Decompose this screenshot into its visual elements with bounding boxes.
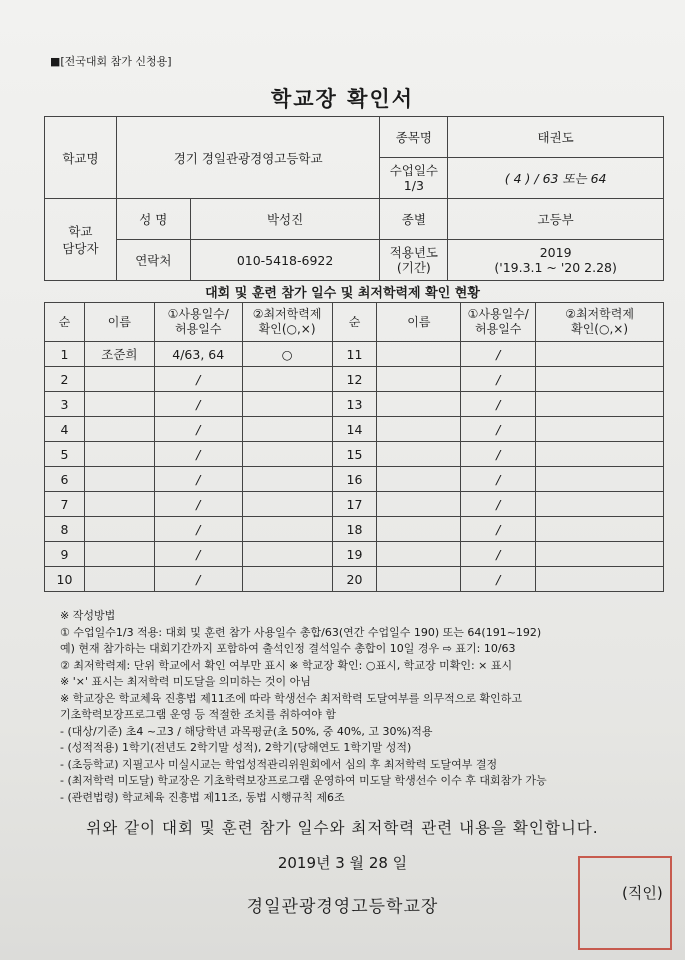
note-line: ※ 작성방법	[60, 609, 116, 622]
row-days: /	[154, 392, 242, 417]
row-name	[377, 542, 461, 567]
year-value: 2019 ('19.3.1 ~ '20 2.28)	[448, 240, 664, 281]
header-days-right: ①사용일수/ 허용일수	[461, 303, 536, 342]
row-days: 4/63, 64	[154, 342, 242, 367]
row-name	[84, 517, 154, 542]
header-check-left: ②최저학력제 확인(○,×)	[242, 303, 332, 342]
row-check	[536, 392, 664, 417]
row-check	[242, 367, 332, 392]
row-check	[242, 517, 332, 542]
row-no: 10	[45, 567, 85, 592]
row-no: 4	[45, 417, 85, 442]
table-row	[45, 367, 664, 392]
row-no: 9	[45, 542, 85, 567]
confirmation-statement: 위와 같이 대회 및 훈련 참가 일수와 최저학력 관련 내용을 확인합니다.	[86, 819, 599, 837]
row-days: /	[461, 417, 536, 442]
row-no: 5	[45, 442, 85, 467]
row-days: /	[154, 367, 242, 392]
row-check	[242, 567, 332, 592]
header-no-left: 순	[45, 303, 85, 342]
row-check	[242, 442, 332, 467]
row-no: 16	[332, 467, 377, 492]
row-no: 19	[332, 542, 377, 567]
status-section-title: 대회 및 훈련 참가 일수 및 최저학력제 확인 현황	[205, 286, 480, 301]
note-line: - (관련법령) 학교체육 진흥법 제11조, 동법 시행규칙 제6조	[60, 790, 345, 804]
table-row	[45, 342, 664, 367]
row-check	[536, 417, 664, 442]
days-value: ( 4 ) / 63 또는 64	[448, 158, 664, 199]
row-no: 18	[332, 517, 377, 542]
name-label: 성 명	[116, 199, 190, 240]
row-no: 11	[332, 342, 377, 367]
row-check	[242, 492, 332, 517]
days-label: 수업일수 1/3	[380, 158, 448, 199]
row-days: /	[461, 367, 536, 392]
row-name	[84, 392, 154, 417]
row-name	[84, 417, 154, 442]
contact-label: 연락처	[116, 240, 190, 281]
row-days: /	[154, 467, 242, 492]
row-name	[84, 442, 154, 467]
table-row	[45, 442, 664, 467]
table-row	[45, 492, 664, 517]
row-check	[536, 467, 664, 492]
row-no: 1	[45, 342, 85, 367]
school-name: 경기 경일관광경영고등학교	[116, 117, 380, 199]
row-no: 8	[45, 517, 85, 542]
note-line: - (대상/기준) 초4 ~고3 / 해당학년 과목평균(초 50%, 중 40%, 고 30%)적용	[60, 724, 433, 738]
row-no: 3	[45, 392, 85, 417]
row-check	[536, 542, 664, 567]
note-line: 기초학력보장프로그램 운영 등 적절한 조치를 취하여야 함	[60, 708, 337, 721]
row-check	[536, 442, 664, 467]
contact-value: 010-5418-6922	[190, 240, 380, 281]
table-row	[45, 417, 664, 442]
row-days: /	[461, 567, 536, 592]
row-days: /	[154, 492, 242, 517]
note-line: 예) 현재 참가하는 대회기간까지 포함하여 출석인정 결석일수 총합이 10일 경우 ⇨ 표기: 10/63	[60, 642, 516, 655]
row-days: /	[461, 392, 536, 417]
row-name	[377, 492, 461, 517]
row-name	[377, 367, 461, 392]
row-name	[377, 517, 461, 542]
school-label: 학교명	[45, 117, 117, 199]
official-seal	[578, 856, 672, 950]
name-value: 박성진	[190, 199, 380, 240]
row-name	[84, 467, 154, 492]
row-name	[377, 392, 461, 417]
seal-label: (직인)	[622, 884, 663, 902]
header-name-left: 이름	[84, 303, 154, 342]
table-row	[45, 567, 664, 592]
note-line: - (최저학력 미도달) 학교장은 기초학력보장프로그램 운영하여 미도달 학생선수 이수 후 대회참가 가능	[60, 774, 547, 787]
row-days: /	[461, 492, 536, 517]
school-info-table	[44, 116, 664, 281]
row-days: /	[461, 517, 536, 542]
row-check	[242, 417, 332, 442]
participation-status-table	[44, 302, 664, 592]
document-title: 학교장 확인서	[270, 87, 415, 111]
row-days: /	[461, 467, 536, 492]
manager-label: 학교 담당자	[45, 199, 117, 281]
event-value: 태권도	[448, 117, 664, 158]
note-line: - (성적적용) 1학기(전년도 2학기말 성적), 2학기(당해연도 1학기말 성적)	[60, 741, 412, 754]
header-check-right: ②최저학력제 확인(○,×)	[536, 303, 664, 342]
row-days: /	[461, 442, 536, 467]
row-check	[536, 367, 664, 392]
category-value: 고등부	[448, 199, 664, 240]
event-label: 종목명	[380, 117, 448, 158]
row-check	[242, 542, 332, 567]
row-check	[536, 492, 664, 517]
row-days: /	[461, 342, 536, 367]
row-no: 14	[332, 417, 377, 442]
note-line: ② 최저학력제: 단위 학교에서 확인 여부만 표시 ※ 학교장 확인: ○표시, 학교장 미확인: × 표시	[60, 658, 513, 672]
row-check	[536, 517, 664, 542]
row-days: /	[461, 542, 536, 567]
row-days: /	[154, 442, 242, 467]
row-no: 7	[45, 492, 85, 517]
category-label: 종별	[380, 199, 448, 240]
form-type-tag: ■[전국대회 참가 신청용]	[50, 55, 172, 68]
row-name: 조준희	[84, 342, 154, 367]
table-row	[45, 467, 664, 492]
row-name	[377, 442, 461, 467]
row-no: 13	[332, 392, 377, 417]
row-check	[242, 467, 332, 492]
note-line: - (초등학교) 지필고사 미실시교는 학업성적관리위원회에서 심의 후 최저학력 도달여부 결정	[60, 757, 498, 771]
note-line: ※ 학교장은 학교체육 진흥법 제11조에 따라 학생선수 최저학력 도달여부를 의무적으로 확인하고	[60, 691, 522, 705]
row-check	[242, 392, 332, 417]
row-name	[377, 342, 461, 367]
row-name	[84, 542, 154, 567]
row-days: /	[154, 542, 242, 567]
writing-instructions	[60, 608, 675, 806]
row-name	[377, 567, 461, 592]
header-no-right: 순	[332, 303, 377, 342]
issue-date: 2019년 3 월 28 일	[277, 854, 408, 872]
row-no: 6	[45, 467, 85, 492]
row-name	[377, 417, 461, 442]
row-no: 12	[332, 367, 377, 392]
row-no: 15	[332, 442, 377, 467]
row-days: /	[154, 517, 242, 542]
row-no: 2	[45, 367, 85, 392]
row-days: /	[154, 567, 242, 592]
row-name	[84, 567, 154, 592]
table-row	[45, 517, 664, 542]
row-check	[536, 342, 664, 367]
row-name	[84, 492, 154, 517]
row-name	[377, 467, 461, 492]
row-no: 17	[332, 492, 377, 517]
note-line: ※ '×' 표시는 최저학력 미도달을 의미하는 것이 아님	[60, 675, 311, 688]
row-name	[84, 367, 154, 392]
table-row	[45, 542, 664, 567]
year-label: 적용년도 (기간)	[380, 240, 448, 281]
row-check: ○	[242, 342, 332, 367]
row-no: 20	[332, 567, 377, 592]
row-days: /	[154, 417, 242, 442]
row-check	[536, 567, 664, 592]
table-row	[45, 392, 664, 417]
header-days-left: ①사용일수/ 허용일수	[154, 303, 242, 342]
header-name-right: 이름	[377, 303, 461, 342]
principal-signature-line: 경일관광경영고등학교장	[246, 897, 439, 917]
note-line: ① 수업일수1/3 적용: 대회 및 훈련 참가 사용일수 총합/63(연간 수업일수 190) 또는 64(191~192)	[60, 625, 542, 639]
